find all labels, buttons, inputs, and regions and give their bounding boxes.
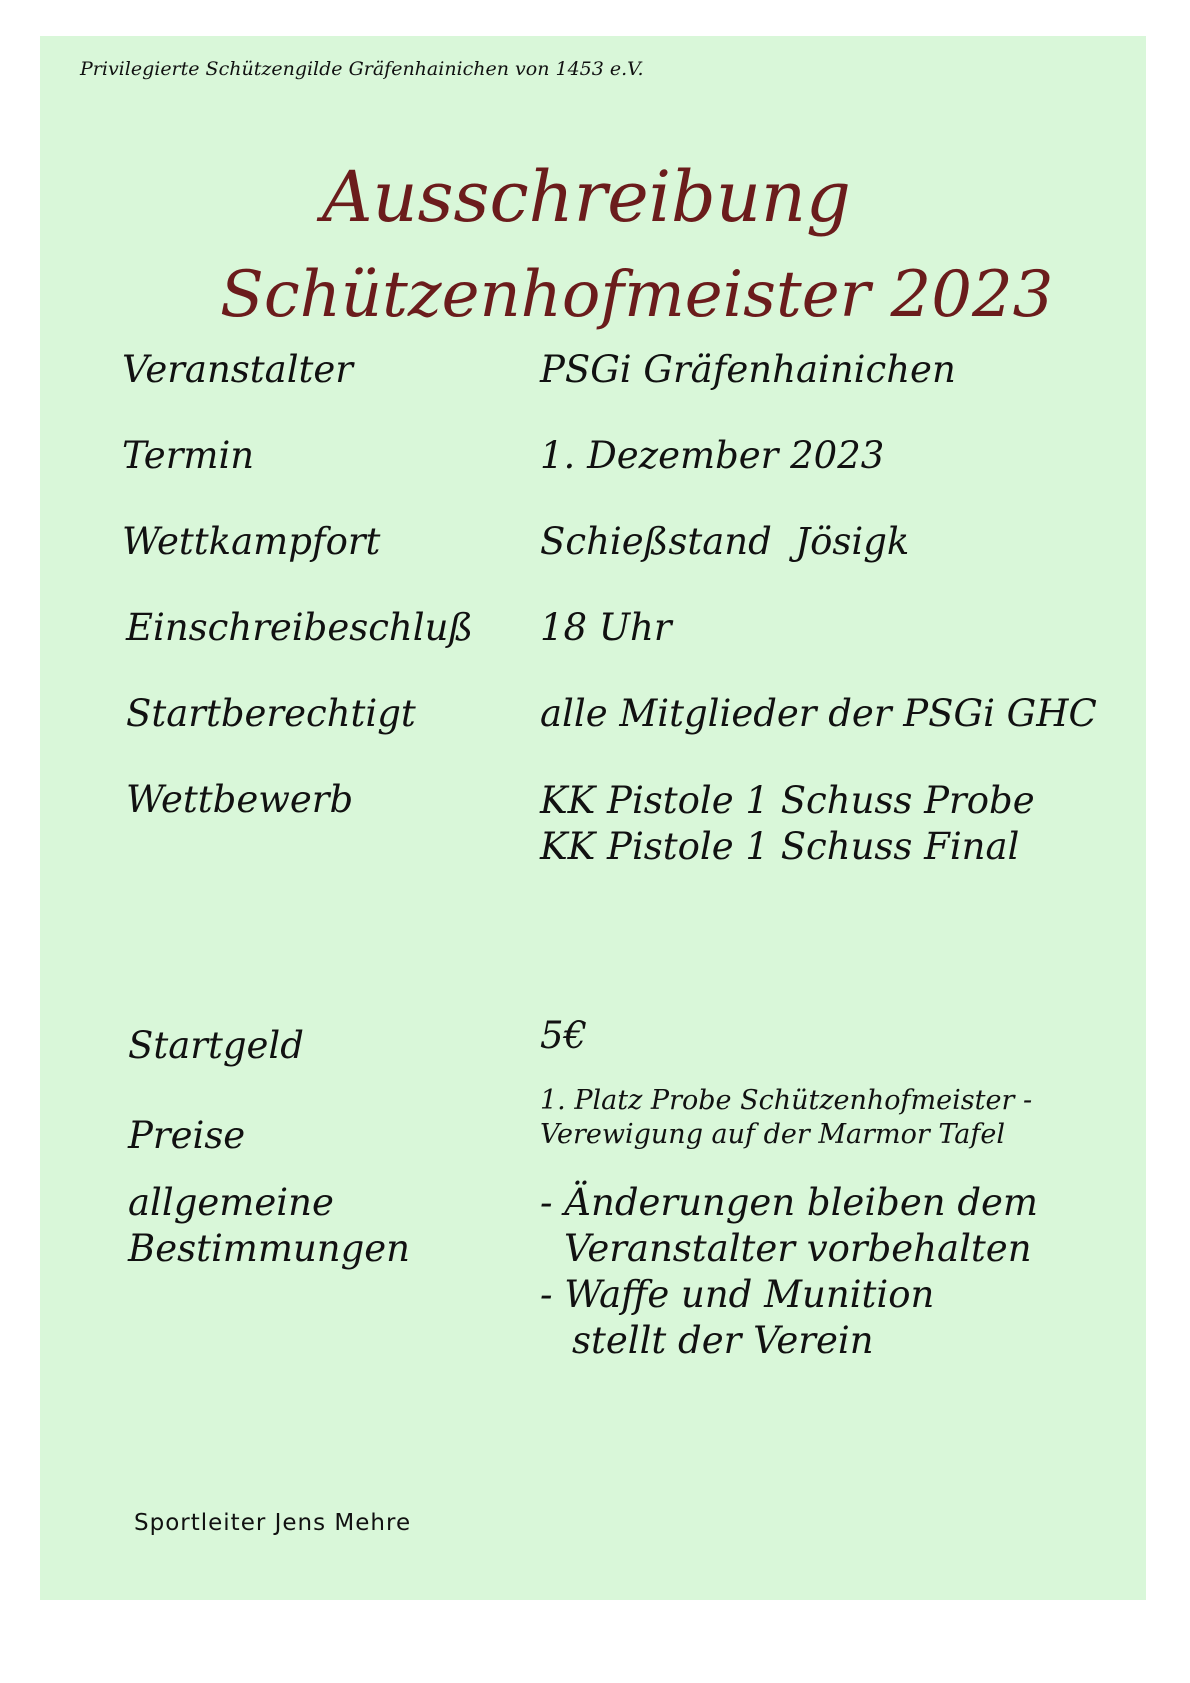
title-line-2: Schützenhofmeister 2023 [220,258,1054,332]
value-wettkampfort: Schießstand Jösigk [540,520,910,563]
label-startgeld: Startgeld [128,1024,304,1067]
bestimmungen-label-line-2: Bestimmungen [128,1227,411,1270]
bestimmungen-line-3: - Waffe und Munition [540,1273,935,1316]
label-termin: Termin [122,434,255,477]
label-preise: Preise [128,1114,246,1157]
wettbewerb-line-1: KK Pistole 1 Schuss Probe [540,779,1035,822]
preise-line-2: Verewigung auf der Marmor Tafel [540,1119,1005,1150]
organization-header: Privilegierte Schützengilde Gräfenhainichen von 1453 e.V. [80,58,644,80]
label-bestimmungen [128,1180,410,1272]
value-veranstalter: PSGi Gräfenhainichen [540,348,956,391]
label-startberechtigt: Startberechtigt [126,692,416,735]
label-wettbewerb: Wettbewerb [126,778,354,821]
label-veranstalter: Veranstalter [122,348,353,391]
announcement-sheet [40,36,1146,1600]
bestimmungen-line-2: Veranstalter vorbehalten [564,1227,1032,1270]
wettbewerb-line-2: KK Pistole 1 Schuss Final [540,825,1020,868]
value-wettbewerb [540,778,1035,870]
value-termin: 1. Dezember 2023 [540,434,885,477]
value-startberechtigt: alle Mitglieder der PSGi GHC [540,692,1097,735]
label-wettkampfort: Wettkampfort [122,520,381,563]
signature: Sportleiter Jens Mehre [134,1510,412,1536]
label-einschreibeschluss: Einschreibeschluß [126,606,474,649]
value-startgeld: 5€ [540,1014,588,1057]
title-line-1: Ausschreibung [322,156,851,238]
value-einschreibeschluss: 18 Uhr [540,606,672,649]
value-bestimmungen [540,1180,1038,1364]
bestimmungen-line-1: - Änderungen bleiben dem [540,1181,1039,1224]
preise-line-1: 1. Platz Probe Schützenhofmeister - [540,1085,1033,1116]
value-preise [540,1084,1032,1152]
bestimmungen-line-4: stellt der Verein [572,1319,874,1362]
bestimmungen-label-line-1: allgemeine [128,1181,334,1224]
